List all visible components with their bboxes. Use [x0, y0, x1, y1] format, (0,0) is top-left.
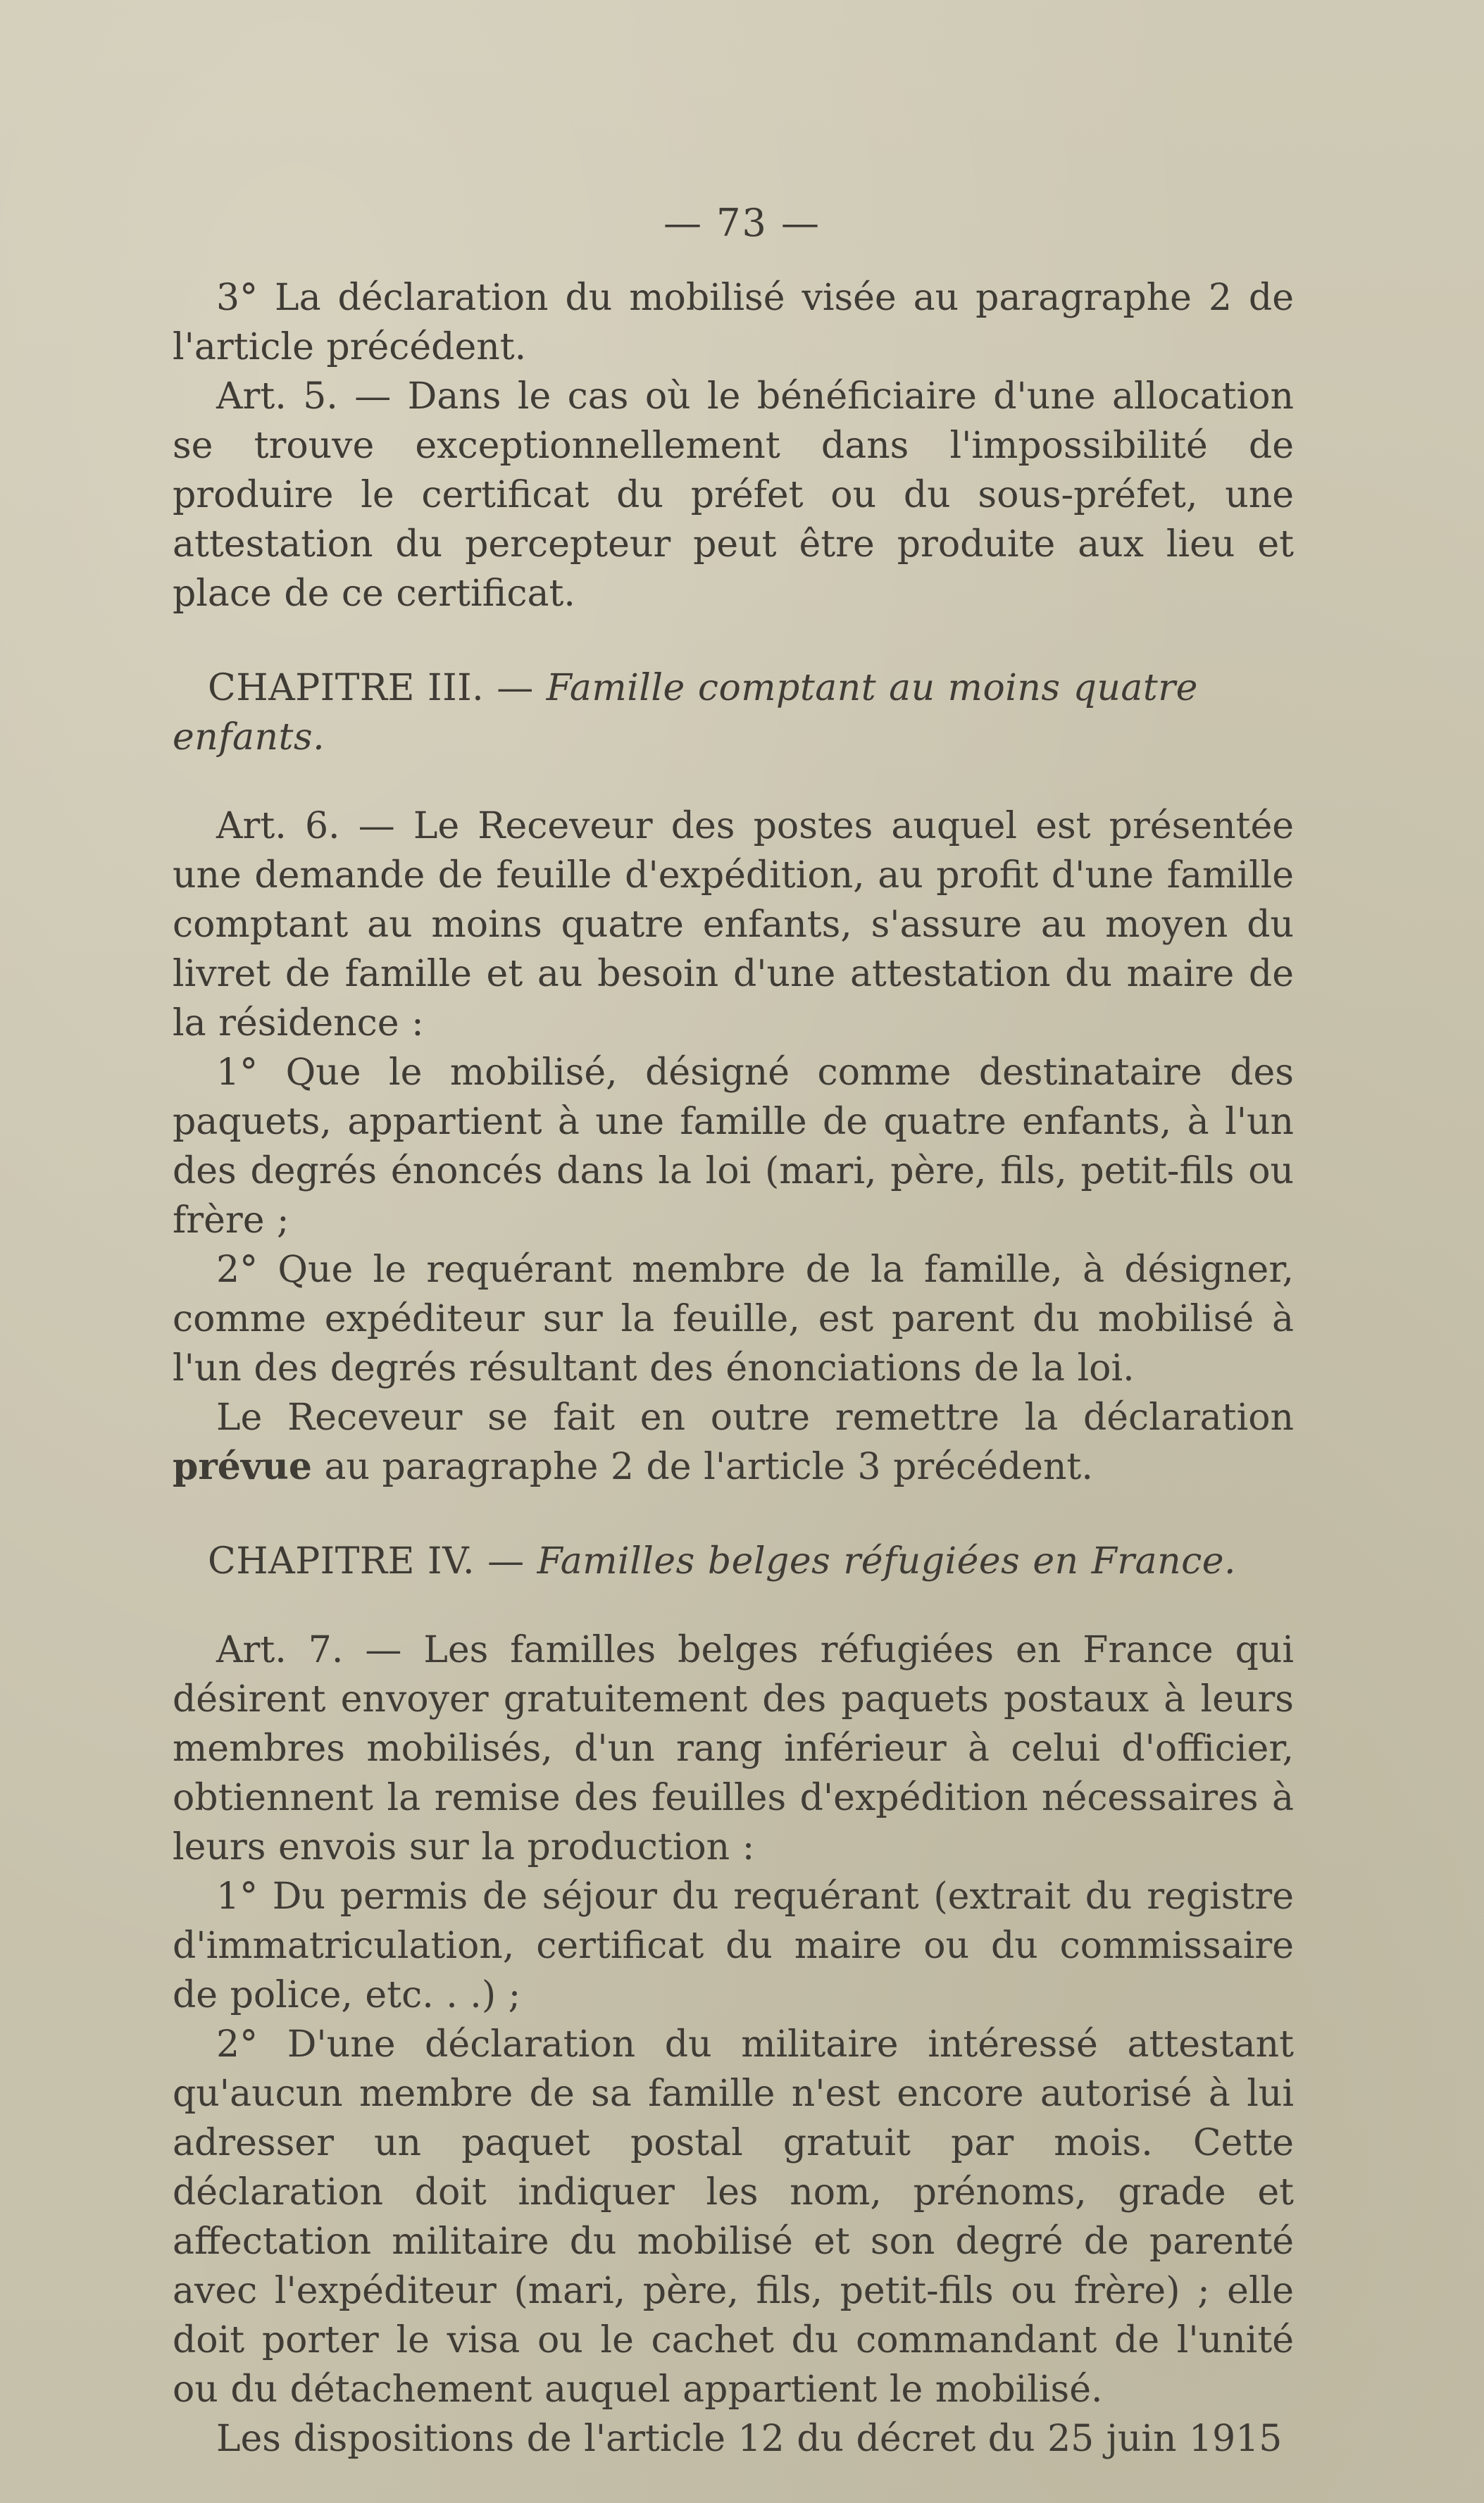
paragraph-receveur-start: Le Receveur se fait en outre remettre la déclaration [216, 1397, 1294, 1439]
paragraph-article-6: Art. 6. — Le Receveur des postes auquel est présentée une demande de feuille d'expédition, au profit d'une famille comptant au moins quatre enfants, s'assure au moyen du livret de famille et au besoin d'une attestation du maire de la résidence : [173, 805, 1294, 1044]
paragraph-receveur-bold: prévue [173, 1445, 312, 1488]
chapter-3-title: Famille comptant au moins quatre enfants. [173, 667, 1198, 759]
paragraph-item-2: 2° Que le requérant membre de la famille, à désigner, comme expéditeur sur la feuille, est parent du mobilisé à l'un des degrés résultant des énonciations de la loi. [173, 1249, 1294, 1390]
body-text [173, 273, 1294, 2464]
paragraph-item-declaration: 2° D'une déclaration du militaire intéressé attestant qu'aucun membre de sa famille n'est encore autorisé à lui adresser un paquet postal gratuit par mois. Cette déclaration doit indiquer les nom, prénoms, grade et affectation militaire du mobilisé et son degré de parenté avec l'expéditeur (mari, père, fils, petit-fils ou frère) ; elle doit porter le visa ou le cachet du commandant de l'unité ou du détachement auquel appartient le mobilisé. [173, 2023, 1294, 2411]
paragraph-article-7: Art. 7. — Les familles belges réfugiées en France qui désirent envoyer gratuitement des paquets postaux à leurs membres mobilisés, d'un rang inférieur à celui d'officier, obtiennent la remise des feuilles d'expédition nécessaires à leurs envois sur la production : [173, 1629, 1294, 1868]
paragraph-item-permis: 1° Du permis de séjour du requérant (extrait du registre d'immatriculation, certificat du maire ou du commissaire de police, etc. . .) ; [173, 1875, 1294, 2016]
paragraph-dispositions: Les dispositions de l'article 12 du décret du 25 juin 1915 [216, 2418, 1283, 2460]
chapter-3-label: CHAPITRE III. — [208, 667, 534, 709]
paragraph-item-1: 1° Que le mobilisé, désigné comme destinataire des paquets, appartient à une famille de quatre enfants, à l'un des degrés énoncés dans la loi (mari, père, fils, petit-fils ou frère ; [173, 1051, 1294, 1242]
chapter-4-title: Familles belges réfugiées en France. [537, 1540, 1237, 1583]
chapter-4-heading [173, 1537, 1294, 1586]
paragraph-declaration: 3° La déclaration du mobilisé visée au paragraphe 2 de l'article précédent. [173, 277, 1294, 368]
chapter-4-label: CHAPITRE IV. — [208, 1540, 525, 1583]
paragraph-receveur-end: au paragraphe 2 de l'article 3 précédent. [324, 1446, 1093, 1488]
paragraph-article-5: Art. 5. — Dans le cas où le bénéficiaire d'une allocation se trouve exceptionnellement dans l'impossibilité de produire le certificat du préfet ou du sous-préfet, une attestation du percepteur peut être produite aux lieu et place de ce certificat. [173, 375, 1294, 615]
paragraph-receveur [173, 1393, 1294, 1492]
page-number: — 73 — [663, 201, 821, 245]
chapter-3-heading [173, 663, 1294, 762]
